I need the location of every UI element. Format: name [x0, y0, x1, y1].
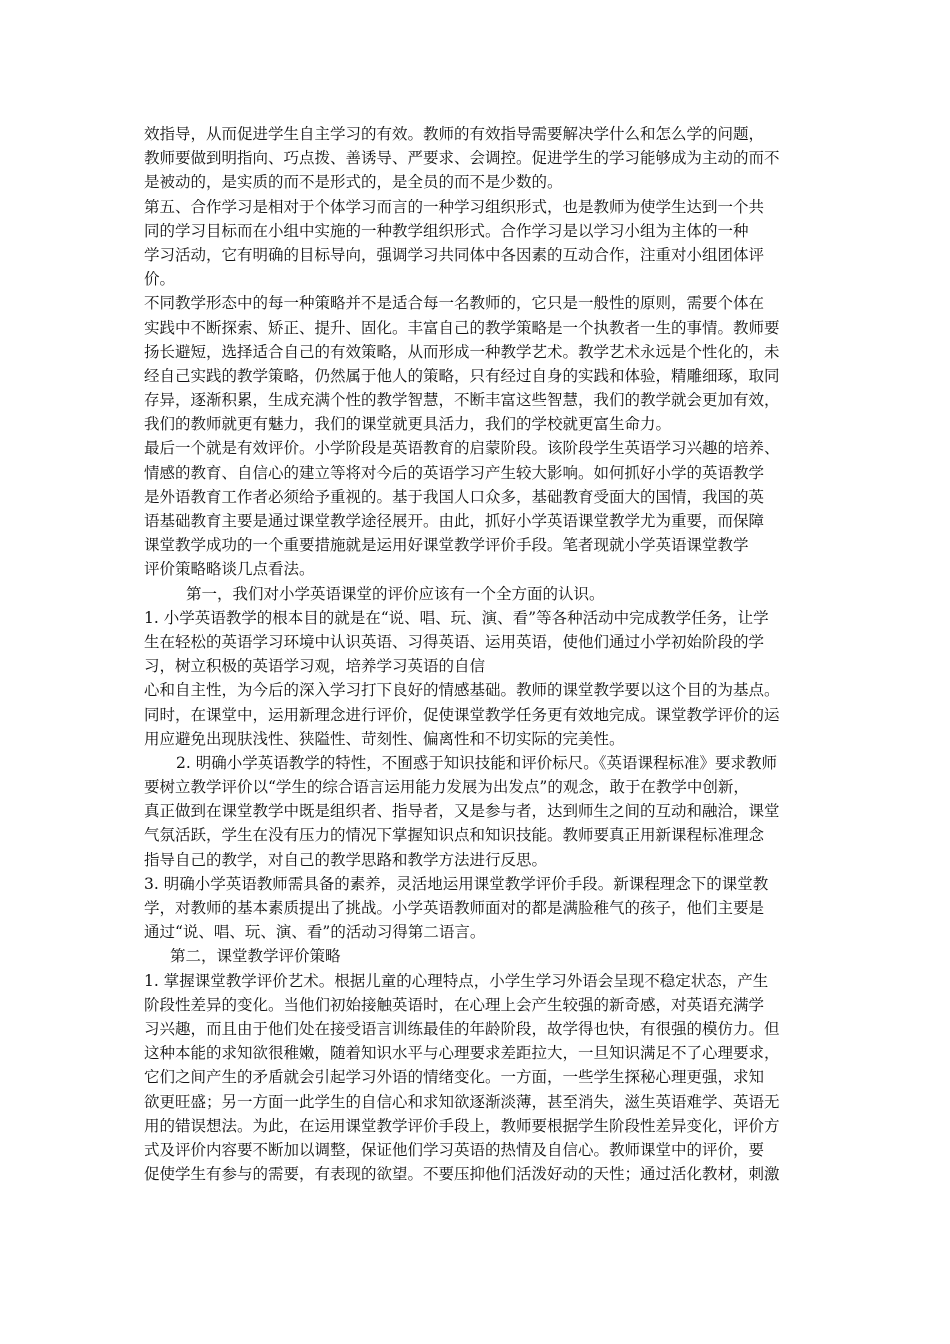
text-line: 存异，逐渐积累，生成充满个性的教学智慧，不断丰富这些智慧，我们的教学就会更加有效， — [144, 391, 780, 410]
text-line: 经自己实践的教学策略，仍然属于他人的策略，只有经过自身的实践和体验，精雕细琢，取同 — [144, 366, 780, 385]
text-line: 扬长避短，选择适合自己的有效策略，从而形成一种教学艺术。教学艺术永远是个性化的，未 — [144, 342, 780, 361]
text-line: 学，对教师的基本素质提出了挑战。小学英语教师面对的都是满脸稚气的孩子，他们主要是 — [144, 899, 765, 917]
text-line: 式及评价内容要不断加以调整，保证他们学习英语的热情及自信心。教师课堂中的评价，要 — [144, 1140, 765, 1159]
text-line: 同时，在课堂中，运用新理念进行评价，促使课堂教学任务更有效地完成。课堂教学评价的运 — [144, 705, 780, 724]
text-line: 效指导，从而促进学生自主学习的有效。教师的有效指导需要解决学什么和怎么学的问题， — [144, 125, 765, 143]
text-line: 1. 掌握课堂教学评价艺术。根据儿童的心理特点，小学生学习外语会呈现不稳定状态，产生 — [144, 971, 769, 990]
text-line: 促使学生有参与的需要，有表现的欲望。不要压抑他们活泼好动的天性；通过活化教材，刺激 — [144, 1165, 780, 1184]
text-line: 阶段性差异的变化。当他们初始接触英语时，在心理上会产生较强的新奇感，对英语充满学 — [144, 995, 765, 1014]
text-line: 我们的教师就更有魅力，我们的课堂就更具活力，我们的学校就更富生命力。 — [144, 415, 672, 434]
text-line: 指导自己的教学，对自己的教学思路和教学方法进行反思。 — [144, 850, 548, 869]
text-line: 是外语教育工作者必须给予重视的。基于我国人口众多，基础教育受面大的国情，我国的英 — [144, 487, 765, 506]
text-line: 最后一个就是有效评价。小学阶段是英语教育的启蒙阶段。该阶段学生英语学习兴趣的培养、 — [144, 439, 780, 458]
text-line: 用应避免出现肤浅性、狭隘性、苛刻性、偏离性和不切实际的完美性。 — [144, 729, 625, 748]
text-line: 第五、合作学习是相对于个体学习而言的一种学习组织形式，也是教师为使学生达到一个共 — [144, 197, 765, 216]
text-line: 3. 明确小学英语教师需具备的素养，灵活地运用课堂教学评价手段。新课程理念下的课堂教 — [144, 874, 769, 893]
text-line: 欲更旺盛；另一方面一此学生的自信心和求知欲逐渐淡薄，甚至消失，滋生英语难学、英语无 — [144, 1092, 780, 1111]
text-line: 通过“说、唱、玩、演、看”的活动习得第二语言。 — [144, 923, 486, 942]
text-line: 课堂教学成功的一个重要措施就是运用好课堂教学评价手段。笔者现就小学英语课堂教学 — [144, 536, 749, 555]
body-text — [144, 122, 824, 1186]
text-line: 价。 — [144, 270, 176, 289]
text-line: 1. 小学英语教学的根本目的就是在“说、唱、玩、演、看”等各种活动中完成教学任务，让学 — [144, 608, 769, 627]
text-line: 评价策略略谈几点看法。 — [144, 560, 315, 579]
text-line: 语基础教育主要是通过课堂教学途径展开。由此，抓好小学英语课堂教学尤为重要，而保障 — [144, 512, 765, 530]
text-line: 学习活动，它有明确的目标导向，强调学习共同体中各因素的互动合作，注重对小组团体评 — [144, 245, 765, 264]
text-line: 它们之间产生的矛盾就会引起学习外语的情绪变化。一方面，一些学生探秘心理更强，求知 — [144, 1068, 765, 1087]
text-line: 是被动的，是实质的而不是形式的，是全员的而不是少数的。 — [144, 173, 563, 192]
text-line: 习兴趣，而且由于他们处在接受语言训练最佳的年龄阶段，故学得也快，有很强的模仿力。但 — [144, 1019, 780, 1038]
text-line: 习，树立积极的英语学习观，培养学习英语的自信 — [144, 657, 486, 676]
text-line: 用的错误想法。为此，在运用课堂教学评价手段上，教师要根据学生阶段性差异变化，评价方 — [144, 1116, 780, 1135]
text-line: 生在轻松的英语学习环境中认识英语、习得英语、运用英语，使他们通过小学初始阶段的学 — [144, 632, 765, 651]
text-line: 要树立教学评价以“学生的综合语言运用能力发展为出发点”的观念，敢于在教学中创新， — [144, 778, 749, 797]
text-line: 情感的教育、自信心的建立等将对今后的英语学习产生较大影响。如何抓好小学的英语教学 — [144, 463, 765, 482]
text-line: 实践中不断探索、矫正、提升、固化。丰富自己的教学策略是一个执教者一生的事情。教师要 — [144, 318, 780, 337]
text-line: 同的学习目标而在小组中实施的一种教学组织形式。合作学习是以学习小组为主体的一种 — [144, 221, 749, 240]
text-line: 2. 明确小学英语教学的特性，不囿惑于知识技能和评价标尺。《英语课程标准》要求教师 — [176, 753, 777, 772]
text-line: 真正做到在课堂教学中既是组织者、指导者，又是参与者，达到师生之间的互动和融洽，课堂 — [144, 802, 780, 821]
text-line: 气氛活跃，学生在没有压力的情况下掌握知识点和知识技能。教师要真正用新课程标准理念 — [144, 826, 765, 845]
text-line: 这种本能的求知欲很稚嫩，随着知识水平与心理要求差距拉大，一旦知识满足不了心理要求， — [144, 1044, 780, 1063]
text-line: 不同教学形态中的每一种策略并不是适合每一名教师的，它只是一般性的原则，需要个体在 — [144, 294, 765, 313]
section-heading: 第二，课堂教学评价策略 — [170, 947, 341, 966]
section-heading: 第一，我们对小学英语课堂的评价应该有一个全方面的认识。 — [186, 584, 605, 603]
text-line: 教师要做到明指向、巧点拨、善诱导、严要求、会调控。促进学生的学习能够成为主动的而不 — [144, 149, 780, 168]
text-line: 心和自主性，为今后的深入学习打下良好的情感基础。教师的课堂教学要以这个目的为基点。 — [144, 681, 780, 700]
